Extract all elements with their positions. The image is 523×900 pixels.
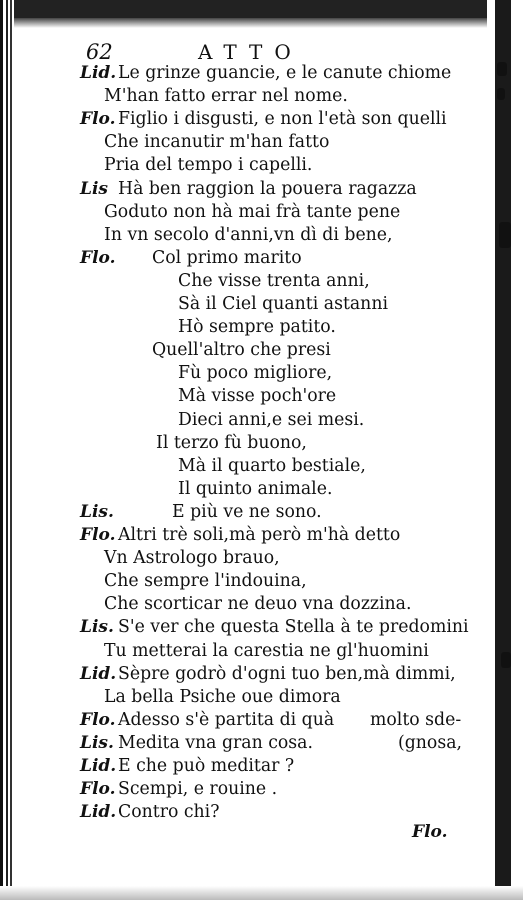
- speaker-label: Lid.: [80, 802, 117, 823]
- verse-line: [0, 62, 490, 85]
- line-text: Che scorticar ne deuo vna dozzina.: [104, 594, 412, 615]
- speaker-label: Flo.: [80, 709, 116, 730]
- verse-line: [0, 455, 490, 478]
- line-text: Pria del tempo i capelli.: [104, 155, 313, 176]
- line-text: Tu metterai la carestia ne gl'huomini: [104, 640, 429, 661]
- verse-line: [0, 131, 490, 154]
- verse-line: [0, 709, 490, 732]
- line-continuation: molto sde-: [370, 709, 462, 730]
- verse-line: [0, 616, 490, 639]
- line-text: Il quinto animale.: [178, 478, 333, 499]
- verse-line: [0, 732, 490, 755]
- scan-bottom-edge: [0, 886, 523, 900]
- speaker-label: Lis.: [80, 732, 114, 753]
- page-number: 62: [86, 40, 113, 64]
- verse-line: [0, 593, 490, 616]
- speaker-label: Flo.: [80, 779, 116, 800]
- running-title: ATTO: [198, 40, 303, 64]
- verse-line: [0, 409, 490, 432]
- line-text: Scempi, e rouine .: [118, 779, 278, 800]
- line-text: Che sempre l'indouina,: [104, 571, 307, 592]
- verse-line: [0, 501, 490, 524]
- verse-line: [0, 247, 490, 270]
- verse-line: [0, 293, 490, 316]
- verse-line: [0, 270, 490, 293]
- verse-line: [0, 801, 490, 824]
- verse-line: [0, 547, 490, 570]
- verse-line: [0, 178, 490, 201]
- line-text: Sà il Ciel quanti astanni: [178, 294, 388, 314]
- catchword: Flo.: [412, 822, 448, 842]
- line-text: Adesso s'è partita di quà: [118, 709, 335, 730]
- verse-line: [0, 478, 490, 501]
- speaker-label: Lis.: [80, 501, 114, 522]
- verse-line: [0, 362, 490, 385]
- line-text: Medita vna gran cosa.: [118, 732, 313, 753]
- line-text: E che può meditar ?: [118, 756, 295, 776]
- speaker-label: Lid.: [80, 663, 117, 684]
- verse-line: [0, 224, 490, 247]
- line-text: Che visse trenta anni,: [178, 270, 370, 291]
- speaker-label: Lid.: [80, 756, 117, 776]
- speaker-label: Flo.: [80, 525, 116, 545]
- verse-line: [0, 778, 490, 801]
- line-text: Hò sempre patito.: [178, 317, 336, 338]
- speaker-label: Lid.: [80, 63, 117, 83]
- line-continuation: (gnosa,: [398, 732, 463, 753]
- line-text: Dieci anni,e sei mesi.: [178, 409, 365, 430]
- verse-line: [0, 755, 490, 778]
- verse-line: [0, 108, 490, 131]
- line-text: S'e ver che questa Stella à te predomini: [118, 617, 469, 638]
- line-text: Mà visse poch'ore: [178, 386, 337, 407]
- line-text: Fù poco migliore,: [178, 363, 333, 384]
- verse-line: [0, 85, 490, 108]
- line-text: Altri trè soli,mà però m'hà detto: [118, 525, 401, 545]
- verse-line: [0, 570, 490, 593]
- verse-line: [0, 686, 490, 709]
- line-text: Contro chi?: [118, 802, 220, 823]
- verse-line: [0, 524, 490, 547]
- line-text: In vn secolo d'anni,vn dì di bene,: [104, 224, 393, 245]
- line-text: Mà il quarto bestiale,: [178, 455, 366, 476]
- speaker-label: Flo.: [80, 109, 116, 130]
- facing-page-edge: [487, 0, 523, 900]
- line-text: La bella Psiche oue dimora: [104, 686, 341, 707]
- line-text: Il terzo fù buono,: [156, 432, 307, 453]
- verse-line: [0, 385, 490, 408]
- line-text: Vn Astrologo brauo,: [104, 548, 280, 569]
- line-text: Col primo marito: [152, 247, 302, 268]
- line-text: E più ve ne sono.: [172, 501, 322, 522]
- verse-line: [0, 316, 490, 339]
- verse-line: [0, 640, 490, 663]
- verse-line: [0, 339, 490, 362]
- line-text: Goduto non hà mai frà tante pene: [104, 201, 401, 222]
- line-text: Sèpre godrò d'ogni tuo ben,mà dimmi,: [118, 663, 456, 684]
- verse-line: [0, 154, 490, 177]
- line-text: M'han fatto errar nel nome.: [104, 86, 348, 107]
- line-text: Figlio i disgusti, e non l'età son quelli: [118, 109, 447, 130]
- line-text: Che incanutir m'han fatto: [104, 132, 330, 153]
- line-text: Quell'altro che presi: [152, 340, 331, 361]
- line-text: Hà ben raggion la pouera ragazza: [118, 178, 417, 199]
- scan-top-edge: [0, 0, 523, 26]
- speaker-label: Lis: [80, 178, 108, 199]
- verse-line: [0, 201, 490, 224]
- speaker-label: Flo.: [80, 247, 116, 268]
- verse-line: [0, 663, 490, 686]
- speaker-label: Lis.: [80, 617, 114, 638]
- line-text: Le grinze guancie, e le canute chiome: [118, 63, 452, 83]
- verse-line: [0, 432, 490, 455]
